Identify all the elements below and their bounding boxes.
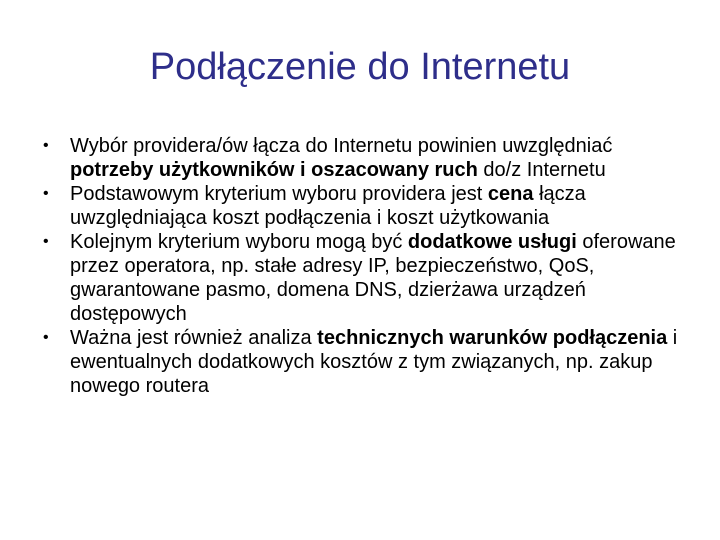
bullet-dot-icon: • (43, 329, 49, 346)
bullet-text: Ważna jest również analiza (70, 327, 318, 349)
bullet-list (40, 134, 690, 398)
slide-title: Podłączenie do Internetu (149, 46, 571, 88)
bullet-item (40, 182, 690, 230)
bullet-text: łącza uwzględniająca koszt podłączenia i koszt użytkowania (70, 183, 586, 229)
bullet-emphasis: technicznych warunków podłączenia (317, 327, 668, 349)
bullet-item (40, 326, 690, 398)
bullet-emphasis: dodatkowe usługi (407, 231, 577, 253)
bullet-text: i ewentualnych dodatkowych kosztów z tym związanych, np. zakup nowego routera (70, 327, 678, 397)
bullet-text: Kolejnym kryterium wyboru mogą być (70, 231, 408, 253)
bullet-emphasis: cena (487, 183, 534, 205)
bullet-dot-icon: • (43, 137, 49, 154)
bullet-item (40, 230, 690, 326)
bullet-text: oferowane przez operatora, np. stałe adresy IP, bezpieczeństwo, QoS, gwarantowane pasmo, domena DNS, dzierżawa urządzeń dostępowych (70, 231, 676, 325)
bullet-dot-icon: • (43, 185, 49, 202)
bullet-emphasis: potrzeby użytkowników i oszacowany ruch (70, 159, 478, 181)
bullet-item (40, 134, 690, 182)
bullet-dot-icon: • (43, 233, 49, 250)
bullet-text: Podstawowym kryterium wyboru providera jest (70, 183, 488, 205)
bullet-text: Wybór providera/ów łącza do Internetu powinien uwzględniać (70, 135, 613, 157)
bullet-text: do/z Internetu (477, 159, 606, 181)
